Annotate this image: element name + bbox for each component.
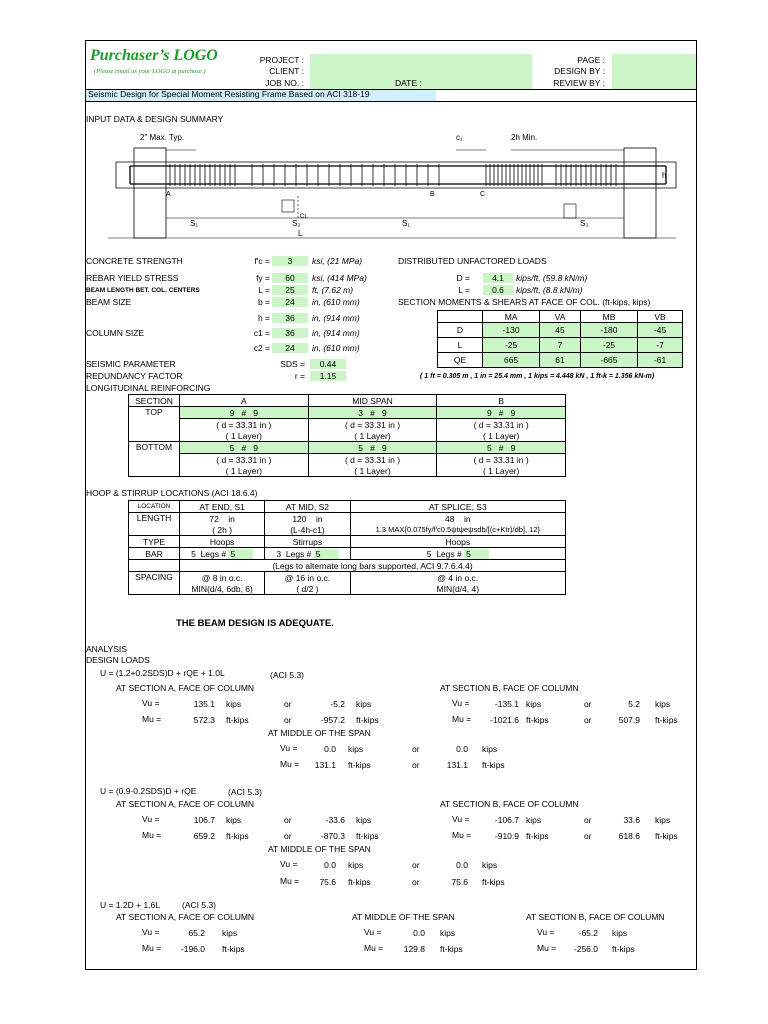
combo2-eq: U = (0.9-0.2SDS)D + rQE bbox=[100, 786, 197, 796]
long-top-mid-d: ( d = 33.31 in ) bbox=[308, 419, 437, 431]
kips: kips bbox=[526, 699, 542, 709]
moments-cell[interactable]: -180 bbox=[580, 323, 637, 338]
ftkips: ft-kips bbox=[356, 715, 379, 725]
load-L-unit: kips/ft, (8.8 kN/m) bbox=[516, 285, 583, 295]
combo1-ref: (ACI 5.3) bbox=[270, 670, 305, 680]
design-loads-title: DESIGN LOADS bbox=[86, 655, 150, 665]
hoop-bar-splice[interactable]: 5 Legs # 5 bbox=[350, 548, 565, 560]
fy-label: REBAR YIELD STRESS bbox=[86, 273, 179, 283]
long-header: B bbox=[437, 395, 566, 407]
c3-B-M: -256.0 bbox=[573, 944, 598, 954]
or: or bbox=[412, 860, 420, 870]
c2-value[interactable]: 24 bbox=[272, 343, 308, 353]
combo1-eq: U = (1.2+0.2SDS)D + rQE + 1.0L bbox=[100, 668, 225, 678]
c2-A-V1: -33.6 bbox=[325, 815, 345, 825]
vu-label: Vu = bbox=[452, 698, 470, 708]
hoop-sp-end-note: MIN(d/4, 6db, 6) bbox=[180, 583, 265, 595]
c2-M-V0: 0.0 bbox=[324, 860, 336, 870]
hoop-sp-mid-note: ( d/2 ) bbox=[265, 583, 350, 595]
kips: kips bbox=[440, 928, 456, 938]
combo3-secA: AT SECTION A, FACE OF COLUMN bbox=[116, 912, 255, 922]
long-top-label: TOP bbox=[129, 407, 180, 442]
hoop-legs-note: (Legs to alternate long bars supported, ACI 9.7.6.4.4) bbox=[180, 560, 566, 572]
ftkips: ft-kips bbox=[482, 877, 505, 887]
long-layer: ( 1 Layer) bbox=[180, 430, 309, 442]
long-bottom-mid-d: ( d = 33.31 in ) bbox=[308, 454, 437, 466]
mu-label: Mu = bbox=[142, 943, 162, 953]
moments-row-name: L bbox=[438, 338, 483, 353]
h-sym: h = bbox=[257, 313, 270, 323]
mu-label: Mu = bbox=[452, 830, 472, 840]
L-value[interactable]: 25 bbox=[272, 285, 308, 295]
fig-s1b-label: S₁ bbox=[402, 219, 411, 228]
hoop-len-mid: 120 in bbox=[265, 513, 350, 525]
long-top-mid[interactable]: 3 # 9 bbox=[308, 407, 437, 419]
c2-M-M1: 75.6 bbox=[451, 877, 468, 887]
loads-title: DISTRIBUTED UNFACTORED LOADS bbox=[398, 256, 547, 266]
fig-B-label: B bbox=[430, 191, 435, 198]
page-title: Seismic Design for Special Moment Resisting Frame Based on ACI 318-19 bbox=[88, 89, 370, 99]
c1-label: COLUMN SIZE bbox=[86, 328, 145, 338]
kips: kips bbox=[612, 928, 628, 938]
moments-cell[interactable]: -7 bbox=[638, 338, 683, 353]
hoop-bar-end[interactable]: 5 Legs # 5 bbox=[180, 548, 265, 560]
load-D-sym: D = bbox=[456, 273, 470, 283]
combo3-mid: AT MIDDLE OF THE SPAN bbox=[352, 912, 455, 922]
L-unit: ft, (7.62 m) bbox=[312, 285, 354, 295]
longitudinal-title: LONGITUDINAL REINFORCING bbox=[86, 383, 211, 393]
kips: kips bbox=[526, 815, 542, 825]
moments-cell[interactable]: -130 bbox=[483, 323, 540, 338]
c3-A-V: 65.2 bbox=[188, 928, 205, 938]
long-bottom-B-d: ( d = 33.31 in ) bbox=[437, 454, 566, 466]
beam-elevation-figure bbox=[86, 128, 697, 240]
combo1-secB: AT SECTION B, FACE OF COLUMN bbox=[440, 683, 579, 693]
moments-cell[interactable]: 7 bbox=[540, 338, 581, 353]
title-bar-rest bbox=[436, 89, 696, 102]
vu-label: Vu = bbox=[452, 814, 470, 824]
c1-B-V1: 5.2 bbox=[628, 699, 640, 709]
load-D-unit: kips/ft, (59.8 kN/m) bbox=[516, 273, 588, 283]
moments-cell[interactable]: -61 bbox=[638, 353, 683, 368]
kips: kips bbox=[348, 744, 364, 754]
moments-cell[interactable]: 665 bbox=[483, 353, 540, 368]
hoop-type-splice: Hoops bbox=[350, 536, 565, 548]
moments-table bbox=[437, 310, 683, 368]
c1-A-V0: 135.1 bbox=[193, 699, 215, 709]
h-value[interactable]: 36 bbox=[272, 313, 308, 323]
c2-M-V1: 0.0 bbox=[456, 860, 468, 870]
c3-M-M: 129.8 bbox=[403, 944, 425, 954]
b-label: BEAM SIZE bbox=[86, 297, 132, 307]
fc-value[interactable]: 3 bbox=[272, 256, 308, 266]
section-input-heading: INPUT DATA & DESIGN SUMMARY bbox=[86, 114, 224, 124]
c2-B-V1: 33.6 bbox=[623, 815, 640, 825]
client-label: CLIENT : bbox=[269, 66, 304, 76]
ftkips: ft-kips bbox=[612, 944, 635, 954]
ftkips: ft-kips bbox=[482, 760, 505, 770]
ftkips: ft-kips bbox=[226, 831, 249, 841]
r-sym: r = bbox=[294, 371, 305, 381]
c1-M-V0: 0.0 bbox=[324, 744, 336, 754]
combo3-ref: (ACI 5.3) bbox=[182, 900, 217, 910]
fc-label: CONCRETE STRENGTH bbox=[86, 256, 183, 266]
c3-B-V: -65.2 bbox=[578, 928, 598, 938]
hoop-len-splice-note: 1.3 MAX{0.075fy/f'c0.5ψtψeψsdb/[(c+Ktr)/db], 12} bbox=[350, 524, 565, 536]
long-top-A-d: ( d = 33.31 in ) bbox=[180, 419, 309, 431]
job-label: JOB NO. : bbox=[265, 78, 304, 88]
fig-cl-label: CL bbox=[300, 214, 308, 220]
combo1-secA: AT SECTION A, FACE OF COLUMN bbox=[116, 683, 255, 693]
L-label: BEAM LENGTH BET. COL. CENTERS bbox=[86, 287, 200, 294]
or: or bbox=[284, 831, 292, 841]
combo3-secB: AT SECTION B, FACE OF COLUMN bbox=[526, 912, 665, 922]
kips: kips bbox=[356, 815, 372, 825]
combo2-mid: AT MIDDLE OF THE SPAN bbox=[268, 844, 371, 854]
long-top-B-d: ( d = 33.31 in ) bbox=[437, 419, 566, 431]
kips: kips bbox=[222, 928, 238, 938]
logo: Purchaser’s LOGO bbox=[90, 47, 218, 64]
c2-A-M1: -870.3 bbox=[320, 831, 345, 841]
hoop-sp-splice-note: MIN(d/4, 4) bbox=[350, 583, 565, 595]
or: or bbox=[412, 877, 420, 887]
analysis-title: ANALYSIS bbox=[86, 644, 127, 654]
moments-cell[interactable]: 61 bbox=[540, 353, 581, 368]
long-layer: ( 1 Layer) bbox=[180, 465, 309, 477]
long-top-B[interactable]: 9 # 9 bbox=[437, 407, 566, 419]
r-label: REDUNDANCY FACTOR bbox=[86, 371, 183, 381]
hoop-length-label: LENGTH bbox=[129, 513, 180, 536]
load-L-sym: L = bbox=[458, 285, 470, 295]
hoop-type-label: TYPE bbox=[129, 536, 180, 548]
long-bottom-A[interactable]: 5 # 9 bbox=[180, 442, 309, 454]
hoop-sp-splice: @ 4 in o.c. bbox=[350, 572, 565, 584]
c2-B-M1: 618.6 bbox=[618, 831, 640, 841]
long-bottom-B[interactable]: 5 # 9 bbox=[437, 442, 566, 454]
combo2-secA: AT SECTION A, FACE OF COLUMN bbox=[116, 799, 255, 809]
or: or bbox=[412, 744, 420, 754]
moments-header: VB bbox=[638, 311, 683, 323]
ftkips: ft-kips bbox=[655, 715, 678, 725]
fig-L-label: L bbox=[298, 229, 303, 238]
kips: kips bbox=[482, 744, 498, 754]
long-header: A bbox=[180, 395, 309, 407]
or: or bbox=[584, 815, 592, 825]
sds-sym: SDS = bbox=[280, 359, 305, 369]
c1-A-V1: -5.2 bbox=[330, 699, 345, 709]
c2-A-V0: 106.7 bbox=[193, 815, 215, 825]
kips: kips bbox=[226, 699, 242, 709]
c1-B-M0: -1021.6 bbox=[490, 715, 519, 725]
mu-label: Mu = bbox=[142, 830, 162, 840]
moments-header: MB bbox=[580, 311, 637, 323]
mu-label: Mu = bbox=[364, 943, 384, 953]
conversion-note: ( 1 ft = 0.305 m , 1 in = 25.4 mm , 1 kips = 4.448 kN , 1 ft-k = 1.356 kN-m) bbox=[420, 373, 655, 380]
vu-label: Vu = bbox=[280, 743, 298, 753]
hoop-type-mid: Stirrups bbox=[265, 536, 350, 548]
ftkips: ft-kips bbox=[226, 715, 249, 725]
design-by-label: DESIGN BY : bbox=[554, 66, 605, 76]
r-value[interactable]: 1.15 bbox=[310, 371, 346, 381]
c1-value[interactable]: 36 bbox=[272, 328, 308, 338]
c1-A-M0: 572.3 bbox=[193, 715, 215, 725]
moments-cell[interactable]: -665 bbox=[580, 353, 637, 368]
c1-unit: in, (914 mm) bbox=[312, 328, 360, 338]
hoop-len-end: 72 in bbox=[180, 513, 265, 525]
ftkips: ft-kips bbox=[356, 831, 379, 841]
longitudinal-table bbox=[128, 394, 566, 477]
moments-cell[interactable]: -25 bbox=[580, 338, 637, 353]
hoop-len-mid-note: (L-4h-c1) bbox=[265, 524, 350, 536]
or: or bbox=[412, 760, 420, 770]
vu-label: Vu = bbox=[142, 698, 160, 708]
mu-label: Mu = bbox=[280, 876, 300, 886]
mu-label: Mu = bbox=[280, 759, 300, 769]
moments-row-name: QE bbox=[438, 353, 483, 368]
design-result: THE BEAM DESIGN IS ADEQUATE. bbox=[176, 618, 334, 629]
c3-A-M: -196.0 bbox=[180, 944, 205, 954]
c1-A-M1: -957.2 bbox=[320, 715, 345, 725]
or: or bbox=[284, 815, 292, 825]
date-field[interactable] bbox=[435, 77, 532, 89]
c1-sym: c1 = bbox=[253, 328, 270, 338]
ftkips: ft-kips bbox=[222, 944, 245, 954]
or: or bbox=[284, 715, 292, 725]
date-label: DATE : bbox=[395, 78, 422, 88]
kips: kips bbox=[356, 699, 372, 709]
hoop-bar-label: BAR bbox=[129, 548, 180, 560]
hoop-title: HOOP & STIRRUP LOCATIONS (ACI 18.6.4) bbox=[86, 488, 258, 498]
mu-label: Mu = bbox=[142, 714, 162, 724]
fc-sym: f'c = bbox=[254, 256, 270, 266]
long-layer: ( 1 Layer) bbox=[437, 430, 566, 442]
fy-sym: fy = bbox=[256, 273, 270, 283]
vu-label: Vu = bbox=[142, 927, 160, 937]
fc-unit: ksi, (21 MPa) bbox=[312, 256, 363, 266]
fy-value[interactable]: 60 bbox=[272, 273, 308, 283]
long-header: MID SPAN bbox=[308, 395, 437, 407]
fig-c1-label: c₁ bbox=[456, 133, 463, 142]
long-layer: ( 1 Layer) bbox=[437, 465, 566, 477]
review-by-label: REVIEW BY : bbox=[553, 78, 605, 88]
project-label: PROJECT : bbox=[259, 55, 304, 65]
hoop-len-splice: 48 in bbox=[350, 513, 565, 525]
hoop-sp-end: @ 8 in o.c. bbox=[180, 572, 265, 584]
fig-s1a-label: S₁ bbox=[190, 219, 199, 228]
long-top-A[interactable]: 9 # 9 bbox=[180, 407, 309, 419]
long-bottom-mid[interactable]: 5 # 9 bbox=[308, 442, 437, 454]
fig-s3-label: S₃ bbox=[580, 219, 589, 228]
c1-B-V0: -135.1 bbox=[494, 699, 519, 709]
moments-cell[interactable]: -45 bbox=[638, 323, 683, 338]
vu-label: Vu = bbox=[364, 927, 382, 937]
fig-C-label: C bbox=[480, 191, 486, 198]
long-bottom-A-d: ( d = 33.31 in ) bbox=[180, 454, 309, 466]
vu-label: Vu = bbox=[280, 859, 298, 869]
combo2-ref: (ACI 5.3) bbox=[228, 787, 263, 797]
sds-value[interactable]: 0.44 bbox=[310, 359, 346, 369]
fig-s2-label: S₂ bbox=[292, 219, 301, 228]
b-value[interactable]: 24 bbox=[272, 297, 308, 307]
b-unit: in, (610 mm) bbox=[312, 297, 360, 307]
or: or bbox=[584, 699, 592, 709]
page-fields[interactable] bbox=[612, 54, 696, 89]
c2-A-M0: 659.2 bbox=[193, 831, 215, 841]
ftkips: ft-kips bbox=[440, 944, 463, 954]
moments-cell[interactable]: 45 bbox=[540, 323, 581, 338]
or: or bbox=[284, 699, 292, 709]
c2-B-V0: -106.7 bbox=[494, 815, 519, 825]
combo2-secB: AT SECTION B, FACE OF COLUMN bbox=[440, 799, 579, 809]
combo1-mid: AT MIDDLE OF THE SPAN bbox=[268, 728, 371, 738]
hoop-len-end-note: ( 2h ) bbox=[180, 524, 265, 536]
page-label: PAGE : bbox=[577, 55, 605, 65]
c2-sym: c2 = bbox=[253, 343, 270, 353]
hoop-location: LOCATION bbox=[129, 501, 180, 513]
kips: kips bbox=[655, 815, 671, 825]
load-D-value[interactable]: 4.1 bbox=[483, 273, 513, 283]
vu-label: Vu = bbox=[537, 927, 555, 937]
fig-2h-label: 2h Min. bbox=[511, 133, 538, 142]
h-unit: in, (914 mm) bbox=[312, 313, 360, 323]
ftkips: ft-kips bbox=[348, 877, 371, 887]
L-sym: L = bbox=[258, 285, 270, 295]
or: or bbox=[584, 831, 592, 841]
hoop-type-end: Hoops bbox=[180, 536, 265, 548]
ftkips: ft-kips bbox=[526, 831, 549, 841]
c3-M-V: 0.0 bbox=[413, 928, 425, 938]
long-layer: ( 1 Layer) bbox=[308, 430, 437, 442]
c1-M-M1: 131.1 bbox=[446, 760, 468, 770]
long-layer: ( 1 Layer) bbox=[308, 465, 437, 477]
ftkips: ft-kips bbox=[348, 760, 371, 770]
hoop-table bbox=[128, 500, 566, 595]
kips: kips bbox=[655, 699, 671, 709]
moments-header: VA bbox=[540, 311, 581, 323]
ftkips: ft-kips bbox=[655, 831, 678, 841]
b-sym: b = bbox=[257, 297, 270, 307]
hoop-bar-mid[interactable]: 3 Legs # 5 bbox=[265, 548, 350, 560]
long-header: SECTION bbox=[129, 395, 180, 407]
c1-M-M0: 131.1 bbox=[314, 760, 336, 770]
c2-unit: in, (610 mm) bbox=[312, 343, 360, 353]
kips: kips bbox=[482, 860, 498, 870]
moments-header: MA bbox=[483, 311, 540, 323]
hoop-at-end: AT END, S1 bbox=[180, 501, 265, 513]
hoop-at-mid: AT MID, S2 bbox=[265, 501, 350, 513]
hoop-sp-mid: @ 16 in o.c. bbox=[265, 572, 350, 584]
fig-A-label: A bbox=[166, 191, 171, 198]
c1-M-V1: 0.0 bbox=[456, 744, 468, 754]
kips: kips bbox=[348, 860, 364, 870]
moments-cell[interactable]: -25 bbox=[483, 338, 540, 353]
logo-note: (Please email us your LOGO at purchase.) bbox=[94, 68, 206, 75]
c2-B-M0: -910.9 bbox=[494, 831, 519, 841]
load-L-value[interactable]: 0.6 bbox=[483, 285, 513, 295]
hoop-spacing-label: SPACING bbox=[129, 572, 180, 595]
fig-h-label: h bbox=[662, 171, 667, 180]
moments-row-name: D bbox=[438, 323, 483, 338]
fig-2in-label: 2" Max. Typ. bbox=[140, 133, 185, 142]
long-bottom-label: BOTTOM bbox=[129, 442, 180, 477]
ftkips: ft-kips bbox=[526, 715, 549, 725]
hoop-at-splice: AT SPLICE, S3 bbox=[350, 501, 565, 513]
kips: kips bbox=[226, 815, 242, 825]
combo3-eq: U = 1.2D + 1.6L bbox=[100, 900, 161, 910]
c1-B-M1: 507.9 bbox=[618, 715, 640, 725]
mu-label: Mu = bbox=[452, 714, 472, 724]
fy-unit: ksi, (414 MPa) bbox=[312, 273, 367, 283]
sds-label: SEISMIC PARAMETER bbox=[86, 359, 176, 369]
vu-label: Vu = bbox=[142, 814, 160, 824]
c2-M-M0: 75.6 bbox=[319, 877, 336, 887]
mu-label: Mu = bbox=[537, 943, 557, 953]
or: or bbox=[584, 715, 592, 725]
moments-title: SECTION MOMENTS & SHEARS AT FACE OF COL. (ft-kips, kips) bbox=[398, 297, 651, 307]
